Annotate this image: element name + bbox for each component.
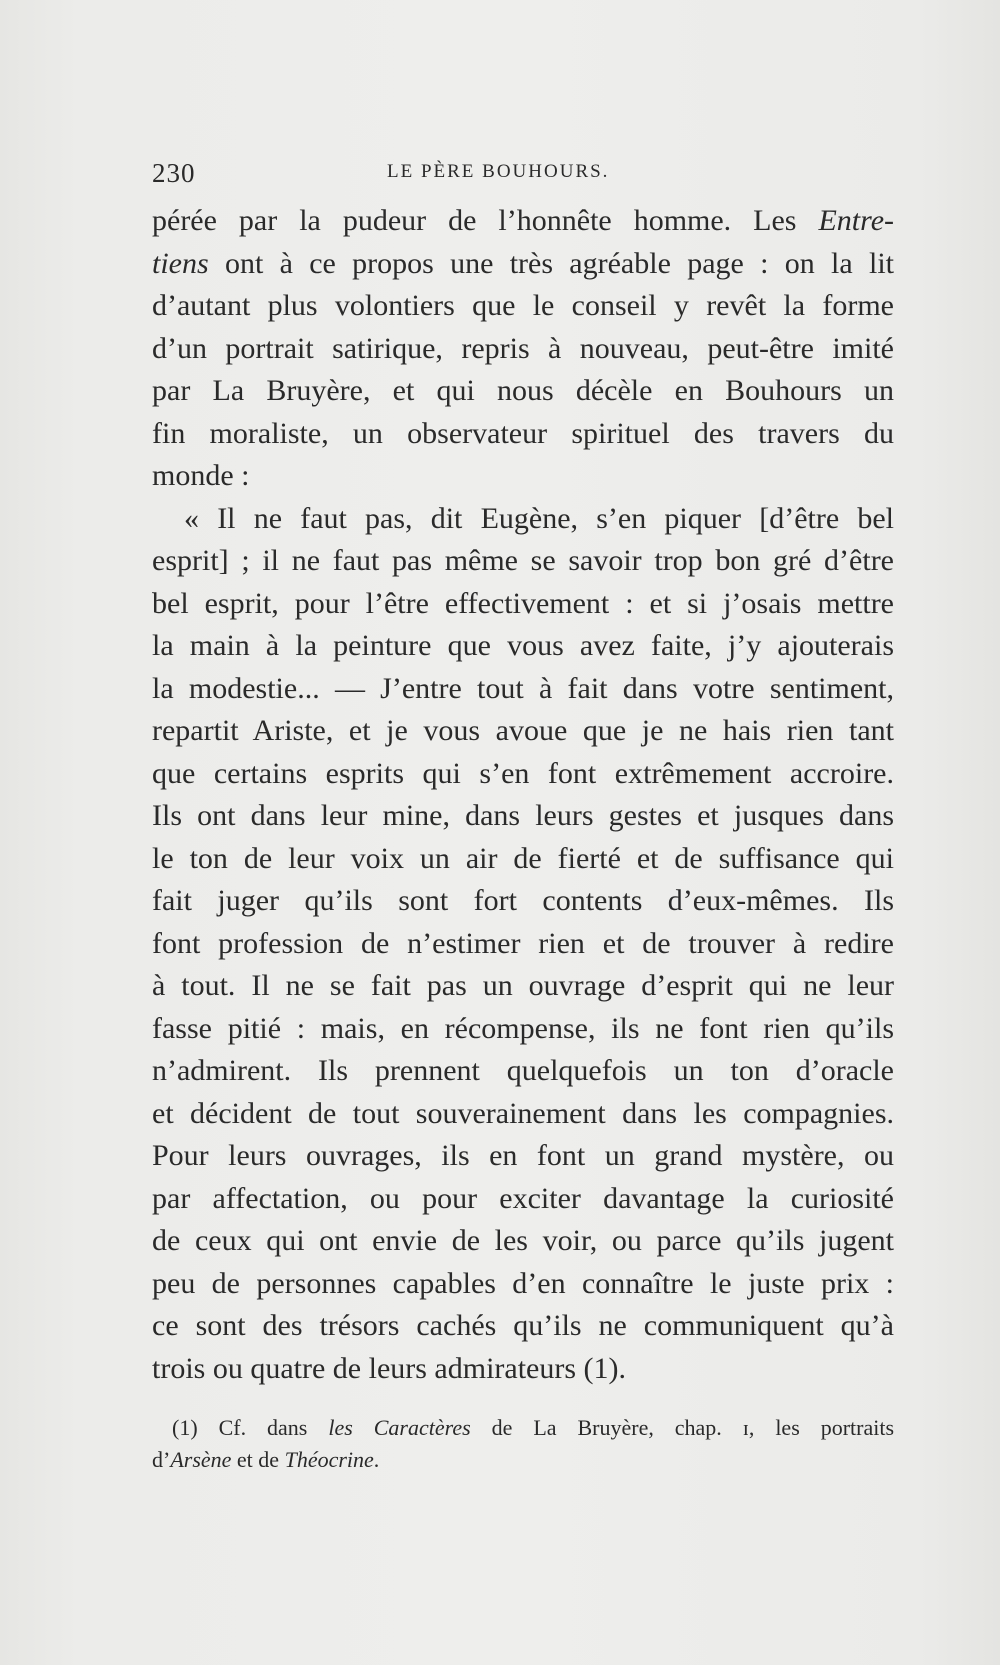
running-head: LE PÈRE BOUHOURS. bbox=[387, 161, 610, 182]
text-line: pérée par la pudeur de l’honnête homme. Les Entre- bbox=[152, 204, 894, 237]
footnote-line: d’Arsène et de Théocrine. bbox=[152, 1447, 380, 1472]
text-line: le ton de leur voix un air de fierté et de suffisance qui bbox=[152, 841, 894, 875]
text-line: fin moraliste, un observateur spirituel des travers du bbox=[152, 416, 894, 450]
text-line: esprit] ; il ne faut pas même se savoir trop bon gré d’être bbox=[152, 544, 894, 577]
page-header bbox=[152, 158, 894, 194]
text-line: Ils ont dans leur mine, dans leurs gestes et jusques dans bbox=[152, 799, 894, 832]
text-line: n’admirent. Ils prennent quelquefois un ton d’oracle bbox=[152, 1054, 894, 1087]
text-line: repartit Ariste, et je vous avoue que je ne hais rien tant bbox=[152, 714, 894, 747]
text-line: à tout. Il ne se fait pas un ouvrage d’esprit qui ne leur bbox=[152, 969, 894, 1002]
text-line: Pour leurs ouvrages, ils en font un grand mystère, ou bbox=[152, 1139, 894, 1172]
text-line: d’un portrait satirique, repris à nouveau, peut-être imité bbox=[152, 331, 894, 365]
text-line: bel esprit, pour l’être effectivement : et si j’osais mettre bbox=[152, 586, 894, 620]
text-line: ce sont des trésors cachés qu’ils ne communiquent qu’à bbox=[152, 1309, 894, 1342]
text-line: « Il ne faut pas, dit Eugène, s’en piquer [d’être bel bbox=[184, 501, 894, 535]
text-line: par affectation, ou pour exciter davantage la curiosité bbox=[152, 1181, 894, 1215]
text-line: par La Bruyère, et qui nous décèle en Bouhours un bbox=[152, 374, 894, 407]
text-line: que certains esprits qui s’en font extrêmement accroire. bbox=[152, 756, 894, 790]
text-line: trois ou quatre de leurs admirateurs (1). bbox=[152, 1351, 627, 1385]
text-line: monde : bbox=[152, 459, 250, 492]
text-line: de ceux qui ont envie de les voir, ou parce qu’ils jugent bbox=[152, 1224, 894, 1257]
text-line: fait juger qu’ils sont fort contents d’eux-mêmes. Ils bbox=[152, 884, 894, 917]
text-line: font profession de n’estimer rien et de trouver à redire bbox=[152, 926, 894, 960]
footnote-line: (1) Cf. dans les Caractères de La Bruyère, chap. ɪ, les portraits bbox=[172, 1415, 895, 1440]
footnote bbox=[152, 1412, 894, 1476]
text-line: fasse pitié : mais, en récompense, ils ne font rien qu’ils bbox=[152, 1011, 894, 1045]
text-line: peu de personnes capables d’en connaître le juste prix : bbox=[152, 1266, 894, 1300]
text-line: d’autant plus volontiers que le conseil y revêt la forme bbox=[152, 289, 894, 322]
text-line: la main à la peinture que vous avez faite, j’y ajouterais bbox=[152, 629, 894, 662]
text-line: tiens ont à ce propos une très agréable page : on la lit bbox=[152, 246, 894, 280]
body-text bbox=[152, 200, 894, 1390]
text-line: et décident de tout souverainement dans les compagnies. bbox=[152, 1096, 894, 1130]
text-line: la modestie... — J’entre tout à fait dans votre sentiment, bbox=[152, 671, 894, 705]
page-number: 230 bbox=[152, 158, 196, 188]
